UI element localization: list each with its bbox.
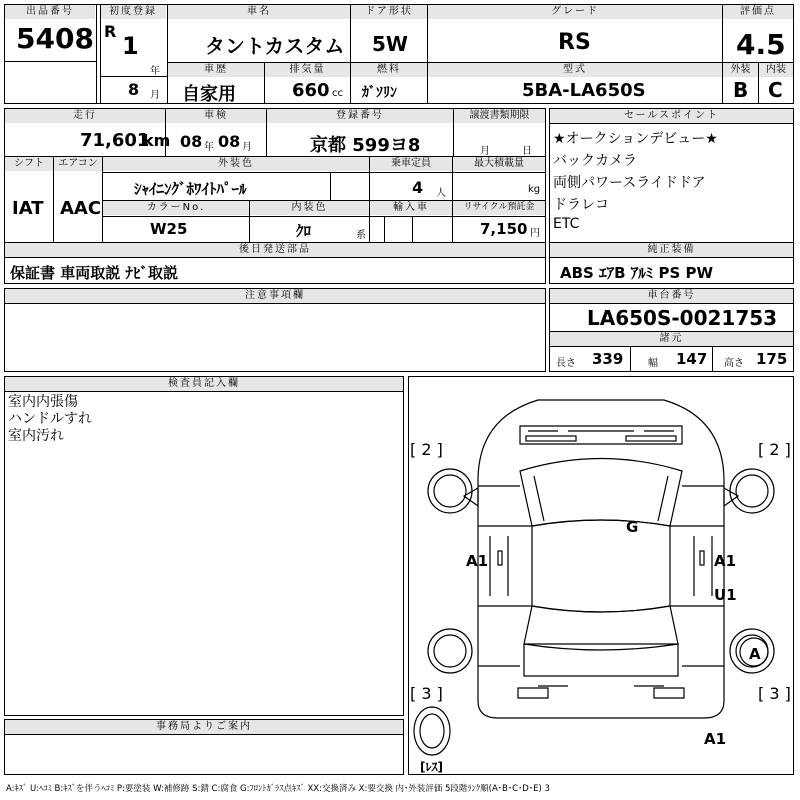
first-reg-year-unit: 年	[150, 66, 160, 77]
office-label: 事務局よりご案内	[5, 720, 403, 734]
model-label: 型式	[428, 63, 722, 77]
color-no-value: W25	[150, 220, 188, 238]
int-color-value: ｸﾛ	[296, 222, 312, 240]
chassis-value: LA650S-0021753	[587, 306, 778, 330]
door-value: 5W	[372, 32, 408, 56]
max-load-label: 最大積載量	[453, 157, 545, 171]
car-name-value: タントカスタム	[205, 34, 345, 58]
width-value: 147	[676, 350, 708, 368]
inspector-note-line: 室内内張傷	[8, 394, 78, 410]
recycle-unit: 円	[530, 228, 540, 239]
damage-mark: A	[749, 645, 761, 663]
model-value: 5BA-LA650S	[522, 80, 646, 101]
length-label: 長さ	[556, 358, 576, 369]
equipment-value: ABS ｴｱB ｱﾙﾐ PS PW	[560, 264, 714, 282]
score-value: 4.5	[736, 28, 786, 61]
int-color-label: 内装色	[250, 201, 369, 215]
damage-mark: G	[626, 518, 639, 536]
score-label: 評価点	[723, 5, 793, 19]
displacement-label: 排気量	[265, 63, 350, 77]
tire-rl-label: [ 3 ]	[410, 684, 443, 703]
ext-color-label: 外装色	[103, 157, 369, 171]
tire-fl-label: [ 2 ]	[410, 440, 443, 459]
first-reg-month: 8	[128, 80, 140, 99]
capacity-value: 4	[412, 178, 424, 197]
inspection-label: 車検	[166, 109, 266, 123]
exterior-value: B	[733, 78, 749, 102]
displacement-value: 660	[292, 80, 330, 101]
inspector-label: 検査員記入欄	[5, 377, 403, 391]
inspection-month: 08	[218, 132, 241, 151]
length-value: 339	[592, 350, 624, 368]
sales-points-list	[549, 126, 794, 241]
height-label: 高さ	[724, 358, 744, 369]
interior-label: 内装	[759, 63, 793, 77]
plate-value: 京都 599ヨ8	[310, 135, 421, 156]
first-reg-label: 初度登録	[100, 5, 166, 19]
mileage-value: 71,601	[80, 130, 150, 151]
inspection-year-unit: 年	[204, 142, 214, 153]
inspection-year: 08	[180, 132, 203, 151]
max-load-unit: kg	[528, 184, 541, 195]
shift-value: IAT	[12, 198, 44, 219]
import-label: 輸入車	[370, 201, 452, 215]
spare-label: [ﾚｽ]	[420, 760, 443, 774]
sales-point-item: 両側パワースライドドア	[553, 175, 706, 191]
car-name-label: 車名	[168, 5, 350, 19]
ac-label: エアコン	[54, 157, 102, 171]
shift-label: シフト	[5, 157, 53, 171]
tire-rr-label: [ 3 ]	[758, 684, 791, 703]
capacity-unit: 人	[436, 188, 446, 199]
sales-point-item: ドラレコ	[553, 197, 609, 213]
first-reg-month-unit: 月	[150, 90, 160, 101]
first-reg-year: 1	[122, 32, 139, 60]
recycle-label: リサイクル預託金	[453, 201, 545, 215]
sales-points-label: セールスポイント	[550, 109, 793, 123]
int-color-suffix: 系	[356, 230, 366, 241]
color-no-label: カラーNo.	[103, 201, 249, 215]
mileage-label: 走行	[5, 109, 165, 123]
history-label: 車歴	[168, 63, 264, 77]
grade-label: グレード	[428, 5, 722, 19]
ext-color-value: ｼｬｲﾆﾝｸﾞﾎﾜｲﾄﾊﾟｰﾙ	[134, 180, 247, 198]
car-diagram	[408, 376, 794, 775]
door-label: ドア形状	[351, 5, 427, 19]
spec-label: 諸元	[550, 332, 793, 346]
width-label: 幅	[648, 358, 658, 369]
displacement-unit: cc	[332, 88, 343, 99]
damage-mark: A1	[714, 552, 737, 570]
ac-value: AAC	[60, 198, 102, 219]
mileage-unit: km	[143, 131, 171, 150]
grade-value: RS	[558, 30, 591, 55]
plate-label: 登録番号	[267, 109, 453, 123]
recycle-value: 7,150	[480, 220, 528, 238]
damage-mark: A1	[704, 730, 727, 748]
later-parts-value: 保証書 車両取説 ﾅﾋﾞ取説	[10, 264, 178, 282]
damage-mark: U1	[714, 586, 737, 604]
legend-text: A:ｷｽﾞ U:ﾍｺﾐ B:ｷｽﾞを伴うﾍｺﾐ P:要塗装 W:補修跡 S:錆 C:腐食 G:ﾌﾛﾝﾄｶﾞﾗｽ点ｷｽﾞ XX:交換済み X:要交換 内･外装評価 5段階ﾗﾝｸ順(A･B･C･D･E) 3	[6, 784, 550, 794]
fuel-value: ｶﾞｿﾘﾝ	[362, 85, 397, 101]
exterior-label: 外装	[723, 63, 758, 77]
first-reg-era: R	[104, 22, 117, 41]
notes-label: 注意事項欄	[5, 289, 545, 303]
chassis-label: 車台番号	[550, 289, 793, 303]
sales-point-item: バックカメラ	[553, 153, 637, 169]
height-value: 175	[756, 350, 788, 368]
capacity-label: 乗車定員	[370, 157, 452, 171]
inspection-month-unit: 月	[242, 142, 252, 153]
lot-no-value: 5408	[16, 22, 94, 55]
damage-mark: A1	[466, 552, 489, 570]
transfer-day-unit: 日	[522, 146, 532, 157]
interior-value: C	[768, 78, 783, 102]
sales-point-item: ETC	[553, 216, 580, 232]
transfer-month-unit: 月	[480, 146, 490, 157]
fuel-label: 燃料	[351, 63, 427, 77]
transfer-label: 譲渡書類期限	[454, 109, 545, 123]
inspector-note-line: 室内汚れ	[8, 428, 64, 444]
inspector-notes	[4, 394, 404, 454]
later-parts-label: 後日発送部品	[5, 243, 545, 257]
lot-no-label: 出品番号	[5, 5, 95, 19]
tire-fr-label: [ 2 ]	[758, 440, 791, 459]
inspector-note-line: ハンドルすれ	[8, 411, 92, 427]
history-value: 自家用	[182, 84, 236, 105]
sales-point-item: ★オークションデビュー★	[553, 131, 718, 147]
equipment-label: 純正装備	[550, 243, 793, 257]
